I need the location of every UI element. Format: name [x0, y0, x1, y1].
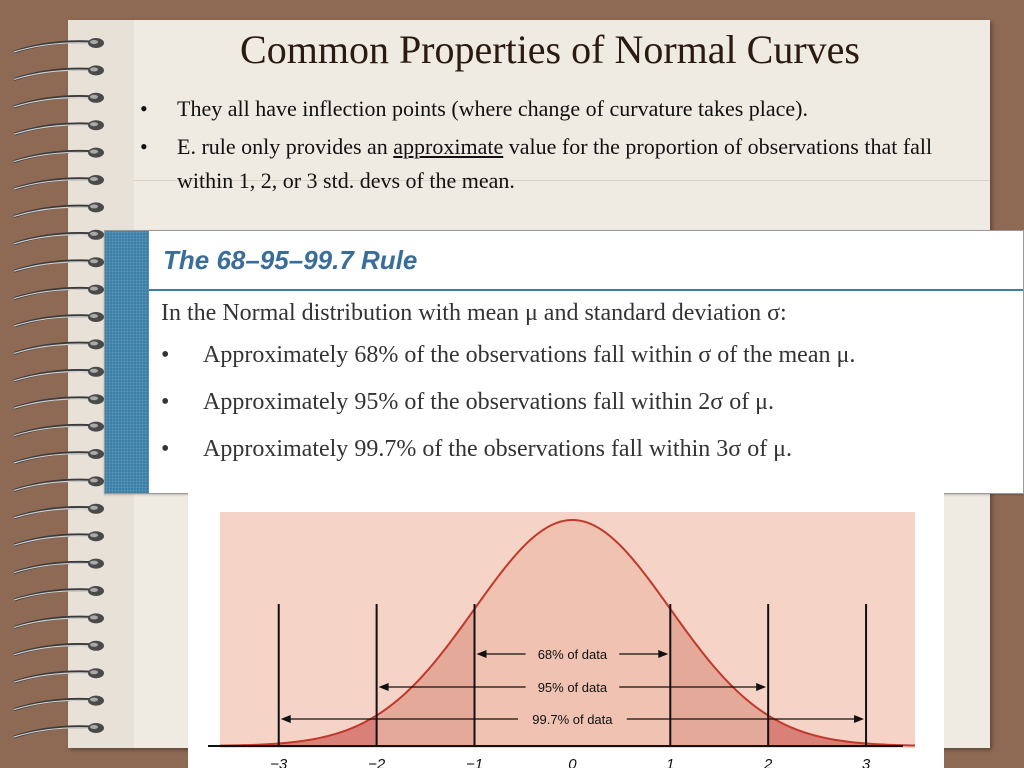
rule-text-post: of the observations fall within 3σ of μ.	[416, 436, 793, 462]
interval-label: 68% of data	[537, 647, 608, 662]
rule-box-body	[161, 297, 1011, 480]
spiral-ring	[14, 38, 104, 52]
spiral-ring	[14, 476, 104, 490]
rule-box-stripe	[105, 231, 149, 493]
rule-marker: •	[161, 436, 170, 462]
spiral-ring	[14, 394, 104, 408]
spiral-ring	[14, 230, 104, 244]
spiral-ring	[14, 257, 104, 271]
rule-marker: •	[161, 342, 170, 368]
rule-pct: 68%	[354, 342, 399, 368]
rule-list	[161, 339, 1011, 465]
spiral-ring	[14, 696, 104, 710]
spiral-ring	[14, 641, 104, 655]
bullet-text-pre: E. rule only provides an	[177, 134, 394, 159]
rule-text-pre: Approximately	[203, 389, 355, 415]
rule-marker: •	[161, 389, 170, 415]
rule-item-997	[161, 433, 1011, 465]
rule-text-post: of the observations fall within 2σ of μ.	[398, 389, 775, 415]
chart-svg	[188, 488, 944, 768]
rule-text-post: of the observations fall within σ of the mean μ.	[398, 342, 856, 368]
spiral-ring	[14, 65, 104, 79]
bullet-text-post: value for the proportion of observations that fall within 1, 2, or 3 std. devs of the mean.	[177, 134, 933, 193]
rule-intro: In the Normal distribution with mean μ and standard deviation σ:	[161, 300, 787, 326]
bullet-marker: •	[140, 134, 148, 159]
spiral-ring	[14, 613, 104, 627]
x-tick-label: −2	[368, 756, 386, 768]
x-tick-label: −1	[465, 756, 484, 768]
spiral-ring	[14, 93, 104, 107]
spiral-ring	[14, 312, 104, 326]
spiral-ring	[14, 339, 104, 353]
slide-title: Common Properties of Normal Curves	[240, 27, 860, 72]
normal-curve-chart	[188, 488, 944, 768]
spiral-ring	[14, 175, 104, 189]
spiral-ring	[14, 449, 104, 463]
x-tick-label: −3	[270, 756, 288, 768]
spiral-ring	[14, 723, 104, 737]
spiral-ring	[14, 367, 104, 381]
rule-box-header	[149, 231, 1023, 291]
rule-pct: 95%	[354, 389, 399, 415]
bullet-list	[140, 92, 940, 202]
rule-box-heading: The 68–95–99.7 Rule	[163, 245, 418, 275]
rule-text-pre: Approximately	[203, 342, 355, 368]
bullet-text: They all have inflection points (where change of curvature takes place).	[177, 96, 808, 121]
x-tick-label: 1	[666, 756, 675, 768]
x-tick-label: 2	[763, 756, 773, 768]
spiral-ring	[14, 531, 104, 545]
bullet-item-empirical-rule	[140, 130, 940, 198]
spiral-ring	[14, 668, 104, 682]
spiral-ring	[14, 586, 104, 600]
rule-pct: 99.7%	[354, 436, 417, 462]
x-tick-label: 0	[568, 756, 577, 768]
spiral-ring	[14, 504, 104, 518]
spiral-ring	[14, 285, 104, 299]
bullet-item-inflection	[140, 92, 940, 126]
rule-item-68	[161, 339, 1011, 371]
spiral-ring	[14, 202, 104, 216]
rule-text-pre: Approximately	[203, 436, 355, 462]
interval-label: 99.7% of data	[532, 712, 613, 727]
spiral-ring	[14, 422, 104, 436]
rule-item-95	[161, 386, 1011, 418]
interval-label: 95% of data	[537, 680, 608, 695]
bullet-text-underlined: approximate	[393, 134, 504, 159]
rule-box	[104, 230, 1024, 494]
bullet-marker: •	[140, 96, 148, 121]
spiral-ring	[14, 148, 104, 162]
spiral-ring	[14, 120, 104, 134]
spiral-ring	[14, 559, 104, 573]
x-tick-label: 3	[861, 756, 871, 768]
